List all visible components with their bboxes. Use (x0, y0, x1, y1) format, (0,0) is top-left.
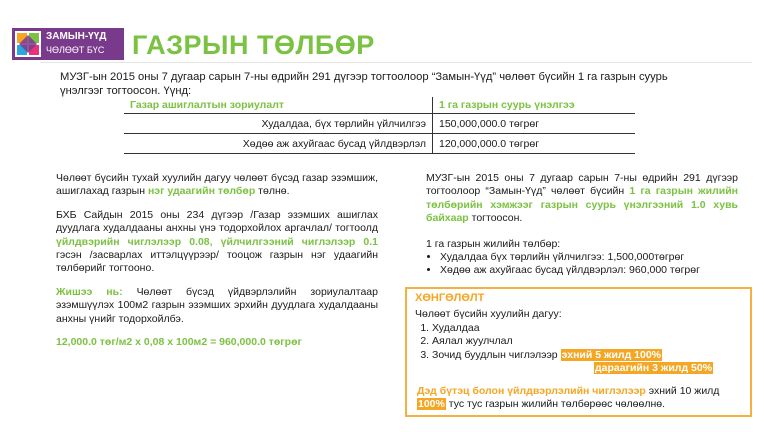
text-run: Зочид буудлын чиглэлээр (432, 348, 561, 361)
list-item: 2. Аялал жуулчлал (432, 335, 752, 348)
table-header-row (124, 97, 635, 114)
text-run: эхний 10 жилд (645, 385, 720, 397)
paragraph-example (56, 286, 378, 326)
discount-list (415, 322, 752, 376)
discount-box (405, 287, 752, 417)
table-header-cell: Газар ашиглалтын зориулалт (124, 97, 433, 114)
discount-subtitle: Чөлөөт бүсийн хуулийн дагуу: (415, 308, 562, 320)
brand-tagline: ЧӨЛӨӨТ БҮС (46, 45, 105, 55)
land-tariff-table (124, 97, 635, 154)
table-cell: 150,000,000.0 төгрөг (433, 114, 636, 134)
one-time-fee-section (56, 172, 378, 359)
table-row (124, 134, 635, 154)
table-header-cell: 1 га газрын суурь үнэлгээ (433, 97, 636, 114)
highlight-text: нэг удаагийн төлбөр (147, 185, 256, 198)
annual-fee-paragraph (426, 172, 738, 226)
paragraph-coefficients (56, 209, 378, 276)
list-item: • Хөдөө аж ахуйгаас бусад үйлдвэрлэл: 960,000 төгрөг (440, 264, 738, 277)
highlight-text: 1 га газрын жилийн төлбөрийн хэмжээг газрын суурь үнэлгээний 1.0 хувь байхаар (426, 185, 738, 225)
text-run: МУЗГ-ын 2015 оны 7 дугаар сарын 7-ны өдрийн 291 дүгээр тогтоолоор “Замын-Үүд” чөлөөт бүсийн (426, 172, 738, 198)
text-run: Чөлөөт бүсэд үйдвэрлэлийн зориулалтаар эзэмшүүлэх 100м2 газрын эзэмших эрхийн дуудлага худалдааны анхны үнийг тодорхойлбэ. (56, 285, 378, 325)
list-item: 1. Худалдаа (432, 322, 752, 335)
example-label: Жишээ нь: (56, 285, 123, 298)
brand-name: ЗАМЫН-ҮҮД (46, 31, 107, 42)
list-item (432, 349, 752, 376)
title-divider (40, 62, 752, 63)
table-cell: Хөдөө аж ахуйгаас бусад үйлдвэрлэл (124, 134, 433, 154)
logo-mark-icon (15, 31, 41, 57)
brand-logo (12, 28, 124, 60)
intro-text: МУЗГ-ын 2015 оны 7 дугаар сарын 7-ны өдрийн 291 дүгээр тогтоолоор “Замын-Үүд” чөлөөт бүсийн 1 га газрын суурь үнэлгээг тогтоосон. Үүнд: (60, 71, 668, 97)
annual-fee-title: 1 га газрын жилийн төлбөр: (426, 238, 561, 250)
example-formula: 12,000.0 төг/м2 х 0,08 х 100м2 = 960,000.0 төгрөг (56, 336, 302, 349)
highlight-text: Дэд бүтэц болон үйлдвэрлэлийн чиглэлээр (417, 385, 646, 397)
paragraph-one-time-fee (56, 172, 378, 199)
highlight-badge: 100% (418, 398, 445, 410)
text-run: төлнө. (255, 185, 290, 198)
table-cell: 120,000,000.0 төгрөг (433, 134, 636, 154)
annual-fee-items (426, 251, 738, 277)
text-run: БХБ Сайдын 2015 оны 234 дүгээр /Газар эзэмших ашиглах дуудлага худалдааны анхны үнэ тодорхойлох аргачлал/ тогтоолд (56, 208, 378, 235)
text-run: тогтоосон. (468, 212, 523, 225)
annual-fee-list (426, 238, 738, 277)
discount-footnote (417, 385, 745, 411)
page-title: ГАЗРЫН ТӨЛБӨР (132, 30, 375, 60)
table-row (124, 114, 635, 134)
text-run: тус тус газрын жилийн төлбөрөөс чөлөөлнө. (445, 398, 666, 410)
table-cell: Худалдаа, бүх төрлийн үйлчилгээ (124, 114, 433, 134)
highlight-badge: дараагийн 3 жилд 50% (595, 362, 713, 375)
discount-title: ХӨНГӨЛӨЛТ (415, 292, 485, 304)
list-item: • Худалдаа бүх төрлийн үйлчилгээ: 1,500,000төгрөг (440, 251, 738, 264)
text-run: гэсэн /засварлах иттэлцүүрээр/ тооцож газрын нэг удаагийн төлбөрийг тогтооно. (56, 249, 378, 275)
text-run: Чөлөөт бүсийн тухай хуулийн дагуу чөлөөт бүсэд газар эзэмшиж, ашиглахад газрын (56, 172, 378, 198)
highlight-badge: эхний 5 жилд 100% (561, 348, 662, 361)
highlight-text: үйлдвэрийн чиглэлээр 0.08, үйлчилгээний чиглэлээр 0.1 (56, 235, 378, 248)
